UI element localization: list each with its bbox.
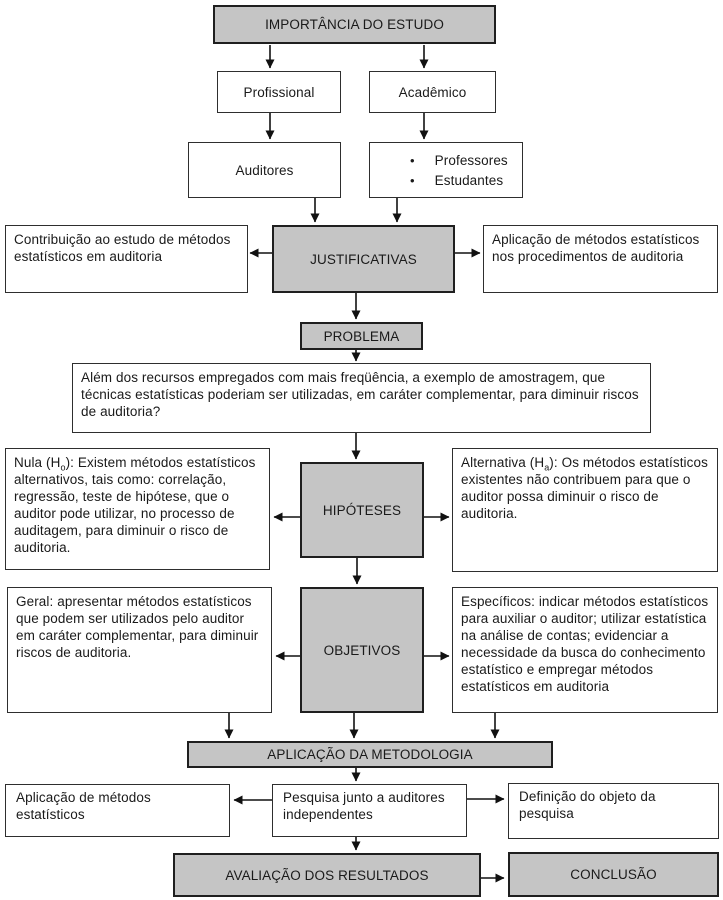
node-avaliacao-resultados-label: AVALIAÇÃO DOS RESULTADOS xyxy=(225,867,429,883)
list-item-professores xyxy=(410,152,522,169)
node-justificativas-label: JUSTIFICATIVAS xyxy=(310,251,417,267)
node-definicao-objeto-text: Definição do objeto da pesquisa xyxy=(519,789,656,821)
node-conclusao xyxy=(508,852,719,897)
node-pesquisa xyxy=(272,784,467,837)
node-avaliacao-resultados xyxy=(173,853,481,897)
node-auditores xyxy=(188,142,341,198)
node-profissional-label: Profissional xyxy=(243,84,315,100)
node-pesquisa-text: Pesquisa junto a auditores independentes xyxy=(283,790,445,822)
node-academico xyxy=(369,71,496,113)
node-hipoteses-label: HIPÓTESES xyxy=(322,502,402,518)
node-importancia-label: IMPORTÂNCIA DO ESTUDO xyxy=(265,17,444,32)
node-hipotese-alternativa xyxy=(452,448,718,572)
node-importancia-do-estudo xyxy=(213,5,496,44)
node-objetivos-label: OBJETIVOS xyxy=(323,642,401,658)
node-objetivo-geral-text: Geral: apresentar métodos estatísticos que podem ser utilizados pelo auditor em caráter complementar, para diminuir riscos de auditoria. xyxy=(16,594,259,660)
node-auditores-label: Auditores xyxy=(235,162,294,178)
node-contribuicao-text: Contribuição ao estudo de métodos estatísticos em auditoria xyxy=(14,232,231,264)
node-academico-label: Acadêmico xyxy=(398,84,467,100)
node-aplicacao-metodologia xyxy=(187,741,553,768)
node-aplicacao-procedimentos-text: Aplicação de métodos estatísticos nos procedimentos de auditoria xyxy=(492,232,700,264)
hipotese-nula-body: ): Existem métodos estatísticos alternativos, tais como: correlação, regressão, teste de hipótese, que o auditor pode utilizar, no processo de auditagem, para diminuir o risco de auditoria. xyxy=(14,455,256,555)
node-definicao-objeto xyxy=(508,783,719,839)
node-profissional xyxy=(217,71,341,113)
hipotese-alternativa-prefix: Alternativa (H xyxy=(461,455,545,470)
node-hipotese-nula-text xyxy=(14,455,256,555)
bullet-icon: • xyxy=(410,152,415,168)
node-aplicacao-metodos xyxy=(5,784,230,837)
node-objetivo-geral xyxy=(7,587,272,713)
node-objetivos-especificos xyxy=(452,587,718,713)
node-aplicacao-metodos-text: Aplicação de métodos estatísticos xyxy=(16,790,151,822)
node-questao-problema-text: Além dos recursos empregados com mais freqüência, a exemplo de amostragem, que técnicas estatísticas poderiam ser utilizadas, em caráter complementar, para diminuir riscos de auditoria? xyxy=(81,370,639,419)
node-conclusao-label: CONCLUSÃO xyxy=(570,867,657,882)
hipotese-alternativa-subscript: a xyxy=(544,462,550,473)
node-hipoteses xyxy=(300,462,424,558)
hipotese-alternativa-body: ): Os métodos estatísticos existentes não contribuem para que o auditor possa diminuir o risco de auditoria. xyxy=(461,455,708,521)
node-aplicacao-procedimentos xyxy=(483,225,718,293)
node-hipotese-alternativa-text xyxy=(461,455,708,521)
node-publico-academico xyxy=(369,142,523,198)
node-objetivos-especificos-text: Específicos: indicar métodos estatísticos para auxiliar o auditor; utilizar estatística na análise de contas; evidenciar a necessidade da busca do conhecimento estatístico e empregar métodos estatísticos em auditoria xyxy=(461,594,709,694)
node-objetivos xyxy=(300,587,424,713)
node-contribuicao xyxy=(5,225,248,293)
node-questao-problema xyxy=(72,363,651,433)
node-problema xyxy=(300,322,423,350)
node-hipotese-nula xyxy=(5,448,270,570)
hipotese-nula-subscript: o xyxy=(60,462,66,473)
list-item-estudantes xyxy=(410,172,522,189)
list-item-label: Estudantes xyxy=(434,172,504,188)
list-item-label: Professores xyxy=(434,152,508,168)
hipotese-nula-prefix: Nula (H xyxy=(14,455,61,470)
node-justificativas xyxy=(272,225,455,293)
node-problema-label: PROBLEMA xyxy=(323,328,400,344)
node-aplicacao-metodologia-label: APLICAÇÃO DA METODOLOGIA xyxy=(267,747,473,762)
bullet-icon: • xyxy=(410,172,415,188)
